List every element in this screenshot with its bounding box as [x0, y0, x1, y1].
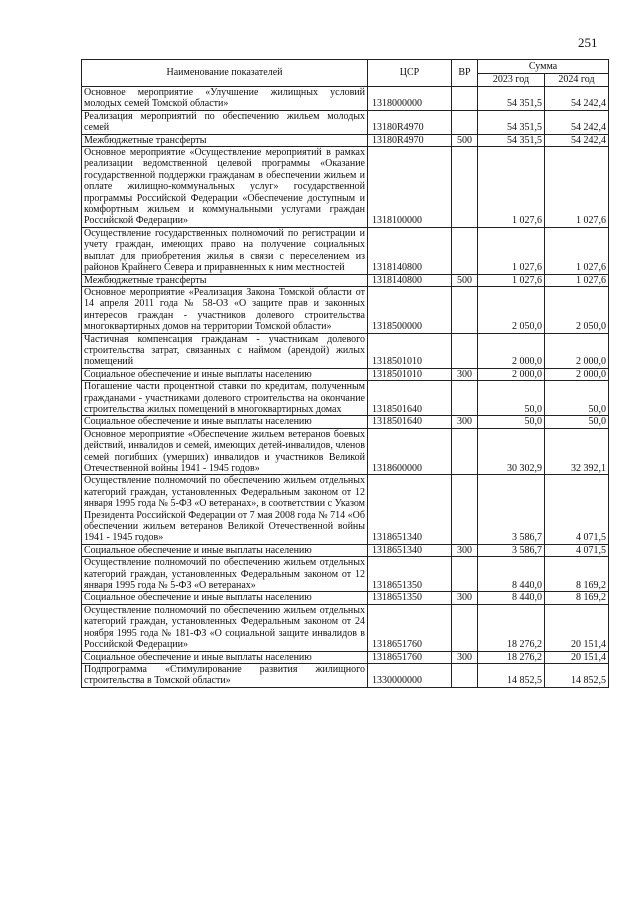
row-name: Социальное обеспечение и иные выплаты населению — [82, 651, 368, 663]
row-csr: 1318140800 — [368, 227, 452, 274]
table-row — [82, 557, 609, 592]
row-name: Осуществление полномочий по обеспечению жильем отдельных категорий граждан, установленных Федеральным законом от 12 января 1995 года № 5-ФЗ «О ветеранах», в соответствии с Указом Президента Российской Федерации от 7 мая 2008 года № 714 «Об обеспечении жильем ветеранов Великой Отечественной войны 1941 - 1945 годов» — [82, 475, 368, 544]
row-vr — [452, 87, 478, 111]
row-sum-2024: 1 027,6 — [545, 147, 609, 228]
row-sum-2023: 2 000,0 — [478, 368, 545, 380]
row-name: Основное мероприятие «Обеспечение жильем ветеранов боевых действий, инвалидов и семей, имеющих детей-инвалидов, членов семей погибших (умерших) инвалидов и участников Великой Отечественной войны 1941 - 1945 годов» — [82, 428, 368, 475]
row-csr: 1318651760 — [368, 604, 452, 651]
table-row — [82, 368, 609, 380]
row-sum-2024: 8 169,2 — [545, 592, 609, 604]
row-sum-2023: 54 351,5 — [478, 87, 545, 111]
row-csr: 1318651340 — [368, 475, 452, 544]
row-vr — [452, 604, 478, 651]
row-name: Социальное обеспечение и иные выплаты населению — [82, 592, 368, 604]
row-sum-2024: 4 071,5 — [545, 544, 609, 556]
row-sum-2023: 14 852,5 — [478, 663, 545, 687]
row-vr: 300 — [452, 416, 478, 428]
row-csr: 1318501640 — [368, 416, 452, 428]
row-sum-2024: 20 151,4 — [545, 604, 609, 651]
row-sum-2024: 14 852,5 — [545, 663, 609, 687]
row-name: Основное мероприятие «Улучшение жилищных условий молодых семей Томской области» — [82, 87, 368, 111]
row-sum-2024: 4 071,5 — [545, 475, 609, 544]
table-row — [82, 274, 609, 286]
row-sum-2024: 2 000,0 — [545, 368, 609, 380]
table-row — [82, 663, 609, 687]
table-row — [82, 592, 609, 604]
row-name: Межбюджетные трансферты — [82, 134, 368, 146]
row-sum-2024: 32 392,1 — [545, 428, 609, 475]
row-csr: 1318501010 — [368, 333, 452, 368]
table-row — [82, 604, 609, 651]
row-csr: 13180R4970 — [368, 110, 452, 134]
row-sum-2023: 18 276,2 — [478, 651, 545, 663]
row-sum-2023: 2 000,0 — [478, 333, 545, 368]
row-sum-2024: 54 242,4 — [545, 134, 609, 146]
row-sum-2023: 8 440,0 — [478, 557, 545, 592]
row-csr: 13180R4970 — [368, 134, 452, 146]
row-csr: 1318651760 — [368, 651, 452, 663]
row-csr: 1318140800 — [368, 274, 452, 286]
row-csr: 1318651350 — [368, 557, 452, 592]
row-sum-2023: 1 027,6 — [478, 227, 545, 274]
table-row — [82, 428, 609, 475]
budget-table — [81, 59, 609, 688]
row-sum-2023: 18 276,2 — [478, 604, 545, 651]
row-name: Реализация мероприятий по обеспечению жильем молодых семей — [82, 110, 368, 134]
row-sum-2023: 54 351,5 — [478, 110, 545, 134]
row-vr: 300 — [452, 651, 478, 663]
row-sum-2024: 50,0 — [545, 416, 609, 428]
row-vr — [452, 333, 478, 368]
header-name: Наименование показателей — [82, 60, 368, 87]
row-sum-2023: 1 027,6 — [478, 147, 545, 228]
row-sum-2023: 54 351,5 — [478, 134, 545, 146]
row-sum-2023: 50,0 — [478, 381, 545, 416]
page-number: 251 — [578, 35, 598, 50]
row-vr: 300 — [452, 592, 478, 604]
row-sum-2023: 30 302,9 — [478, 428, 545, 475]
table-row — [82, 381, 609, 416]
header-csr: ЦСР — [368, 60, 452, 87]
row-csr: 1318000000 — [368, 87, 452, 111]
row-name: Подпрограмма «Стимулирование развития жилищного строительства в Томской области» — [82, 663, 368, 687]
table-row — [82, 544, 609, 556]
row-csr: 1318651350 — [368, 592, 452, 604]
row-sum-2024: 50,0 — [545, 381, 609, 416]
row-vr: 300 — [452, 544, 478, 556]
row-vr — [452, 428, 478, 475]
row-sum-2024: 2 050,0 — [545, 286, 609, 333]
table-row — [82, 416, 609, 428]
row-name: Социальное обеспечение и иные выплаты населению — [82, 544, 368, 556]
table-row — [82, 227, 609, 274]
row-sum-2023: 2 050,0 — [478, 286, 545, 333]
row-vr — [452, 147, 478, 228]
row-sum-2024: 20 151,4 — [545, 651, 609, 663]
row-vr: 500 — [452, 134, 478, 146]
row-vr — [452, 557, 478, 592]
row-sum-2023: 3 586,7 — [478, 475, 545, 544]
row-name: Осуществление полномочий по обеспечению жильем отдельных категорий граждан, установленных Федеральным законом от 24 ноября 1995 года № 181-ФЗ «О социальной защите инвалидов в Российской Федерации» — [82, 604, 368, 651]
row-vr — [452, 110, 478, 134]
row-sum-2024: 2 000,0 — [545, 333, 609, 368]
row-vr — [452, 475, 478, 544]
row-csr: 1318600000 — [368, 428, 452, 475]
header-year-2024: 2024 год — [545, 74, 609, 87]
row-vr — [452, 227, 478, 274]
row-vr: 500 — [452, 274, 478, 286]
row-name: Социальное обеспечение и иные выплаты населению — [82, 368, 368, 380]
row-sum-2024: 54 242,4 — [545, 87, 609, 111]
row-sum-2023: 3 586,7 — [478, 544, 545, 556]
row-csr: 1330000000 — [368, 663, 452, 687]
row-sum-2023: 1 027,6 — [478, 274, 545, 286]
row-name: Погашение части процентной ставки по кредитам, полученным гражданами - участниками долевого строительства на окончание строительства жилых помещений в многоквартирных домах — [82, 381, 368, 416]
row-csr: 1318100000 — [368, 147, 452, 228]
row-name: Осуществление государственных полномочий по регистрации и учету граждан, имеющих право на получение социальных выплат для приобретения жилья в связи с переселением из районов Крайнего Севера и приравненных к ним местностей — [82, 227, 368, 274]
table-row — [82, 651, 609, 663]
header-sum: Сумма — [478, 60, 609, 74]
row-vr — [452, 286, 478, 333]
row-sum-2024: 54 242,4 — [545, 110, 609, 134]
row-name: Основное мероприятие «Осуществление мероприятий в рамках реализации ведомственной целевой программы «Оказание государственной поддержки гражданам в обеспечении жильем и оплате жилищно-коммунальных услуг» государственной программы Российской Федерации «Обеспечение доступным и комфортным жильем и коммунальными услугами граждан Российской Федерации» — [82, 147, 368, 228]
row-sum-2024: 1 027,6 — [545, 274, 609, 286]
table-body — [82, 87, 609, 688]
table-row — [82, 134, 609, 146]
row-sum-2024: 1 027,6 — [545, 227, 609, 274]
row-csr: 1318651340 — [368, 544, 452, 556]
row-name: Осуществление полномочий по обеспечению жильем отдельных категорий граждан, установленных Федеральным законом от 12 января 1995 года № 5-ФЗ «О ветеранах» — [82, 557, 368, 592]
row-sum-2023: 50,0 — [478, 416, 545, 428]
row-csr: 1318500000 — [368, 286, 452, 333]
row-vr: 300 — [452, 368, 478, 380]
header-vr: ВР — [452, 60, 478, 87]
row-name: Частичная компенсация гражданам - участникам долевого строительства затрат, связанных с наймом (арендой) жилых помещений — [82, 333, 368, 368]
row-sum-2024: 8 169,2 — [545, 557, 609, 592]
table-row — [82, 333, 609, 368]
table-header — [82, 60, 609, 87]
row-vr — [452, 381, 478, 416]
row-name: Межбюджетные трансферты — [82, 274, 368, 286]
table-row — [82, 87, 609, 111]
row-sum-2023: 8 440,0 — [478, 592, 545, 604]
header-year-2023: 2023 год — [478, 74, 545, 87]
row-csr: 1318501640 — [368, 381, 452, 416]
table-row — [82, 147, 609, 228]
table-row — [82, 475, 609, 544]
row-name: Социальное обеспечение и иные выплаты населению — [82, 416, 368, 428]
row-csr: 1318501010 — [368, 368, 452, 380]
table-row — [82, 110, 609, 134]
table-row — [82, 286, 609, 333]
row-vr — [452, 663, 478, 687]
row-name: Основное мероприятие «Реализация Закона Томской области от 14 апреля 2011 года № 58-ОЗ «О защите прав и законных интересов граждан - участников долевого строительства многоквартирных домов на территории Томской области» — [82, 286, 368, 333]
